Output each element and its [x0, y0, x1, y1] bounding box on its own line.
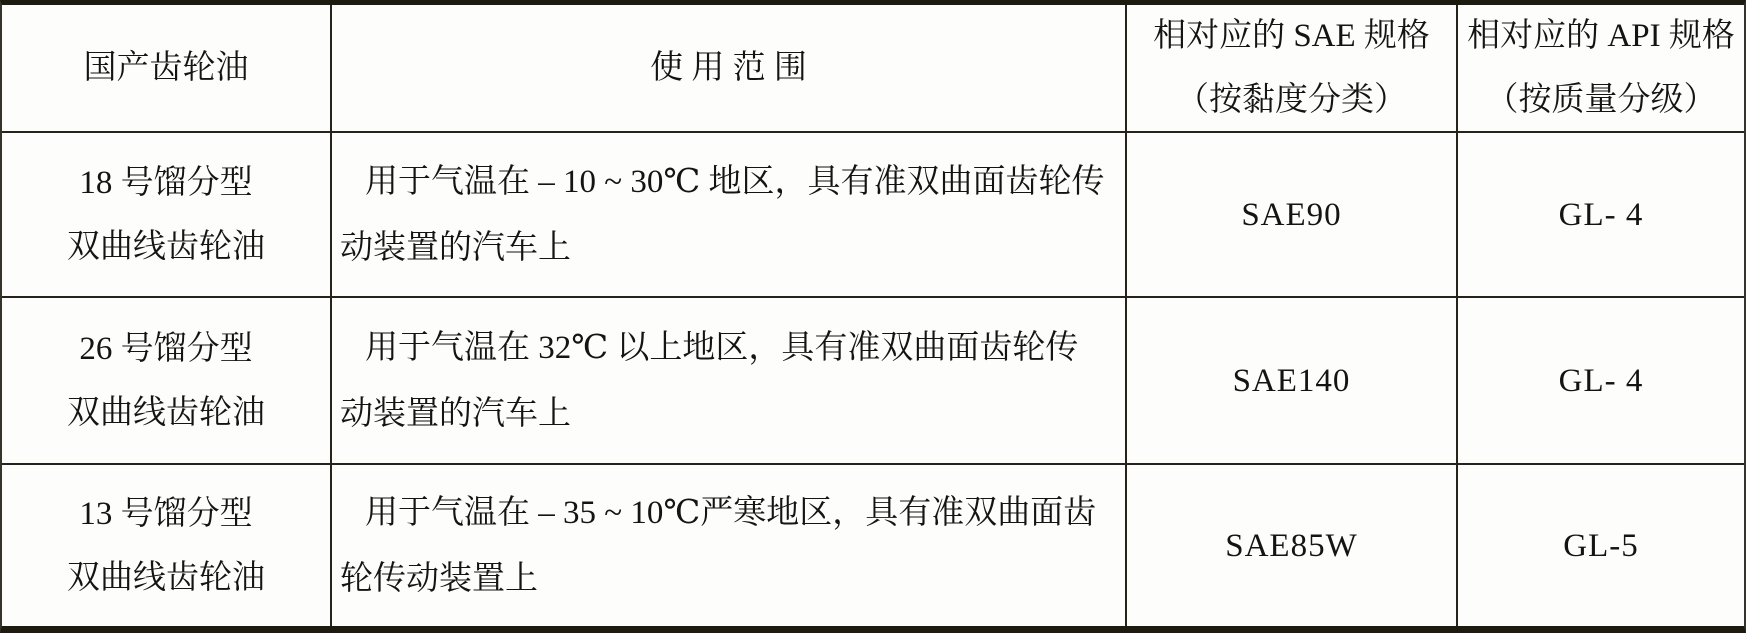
row-3-usage-line2: 轮传动装置上	[340, 560, 538, 597]
row-3-usage	[332, 465, 1127, 626]
row-2-sae-label: SAE140	[1232, 362, 1351, 399]
header-api-spec-line2: （按质量分级）	[1485, 82, 1717, 118]
row-3-sae-value	[1127, 465, 1458, 626]
row-2-oil-name-line2: 双曲线齿轮油	[67, 394, 265, 431]
row-1-api-value	[1458, 133, 1744, 298]
header-api-spec	[1458, 5, 1744, 133]
row-1-usage	[332, 133, 1127, 298]
row-3-api-value	[1458, 465, 1744, 626]
header-usage-range	[332, 5, 1127, 133]
row-3-oil-name	[2, 465, 332, 626]
row-3-oil-name-line1: 13 号馏分型	[79, 495, 253, 532]
row-2-oil-name	[2, 298, 332, 465]
row-1-sae-label: SAE90	[1241, 196, 1342, 233]
header-api-spec-line1: 相对应的 API 规格	[1467, 18, 1735, 54]
row-2-usage-line1: 用于气温在 32℃ 以上地区，具有准双曲面齿轮传	[365, 329, 1079, 366]
row-1-oil-name-line2: 双曲线齿轮油	[67, 228, 265, 265]
row-2-api-label: GL- 4	[1558, 362, 1644, 399]
row-3-api-label: GL-5	[1563, 527, 1639, 564]
header-sae-spec-line1: 相对应的 SAE 规格	[1153, 18, 1430, 54]
row-3-sae-label: SAE85W	[1225, 527, 1358, 564]
row-1-usage-line2: 动装置的汽车上	[340, 229, 571, 266]
header-usage-range-label: 使 用 范 围	[650, 50, 807, 86]
row-1-oil-name-line1: 18 号馏分型	[79, 164, 253, 201]
header-domestic-gear-oil	[2, 5, 332, 133]
row-1-usage-line1: 用于气温在 – 10 ~ 30℃ 地区，具有准双曲面齿轮传	[365, 163, 1105, 200]
row-3-usage-line1: 用于气温在 – 35 ~ 10℃严寒地区，具有准双曲面齿	[365, 494, 1097, 531]
row-3-oil-name-line2: 双曲线齿轮油	[67, 559, 265, 596]
header-sae-spec	[1127, 5, 1458, 133]
row-2-sae-value	[1127, 298, 1458, 465]
row-1-oil-name	[2, 133, 332, 298]
row-2-oil-name-line1: 26 号馏分型	[79, 330, 253, 367]
row-2-usage-line2: 动装置的汽车上	[340, 395, 571, 432]
header-domestic-gear-oil-label: 国产齿轮油	[83, 50, 249, 86]
header-sae-spec-line2: （按黏度分类）	[1176, 82, 1407, 118]
row-2-api-value	[1458, 298, 1744, 465]
row-1-sae-value	[1127, 133, 1458, 298]
row-1-api-label: GL- 4	[1558, 196, 1644, 233]
row-2-usage	[332, 298, 1127, 465]
